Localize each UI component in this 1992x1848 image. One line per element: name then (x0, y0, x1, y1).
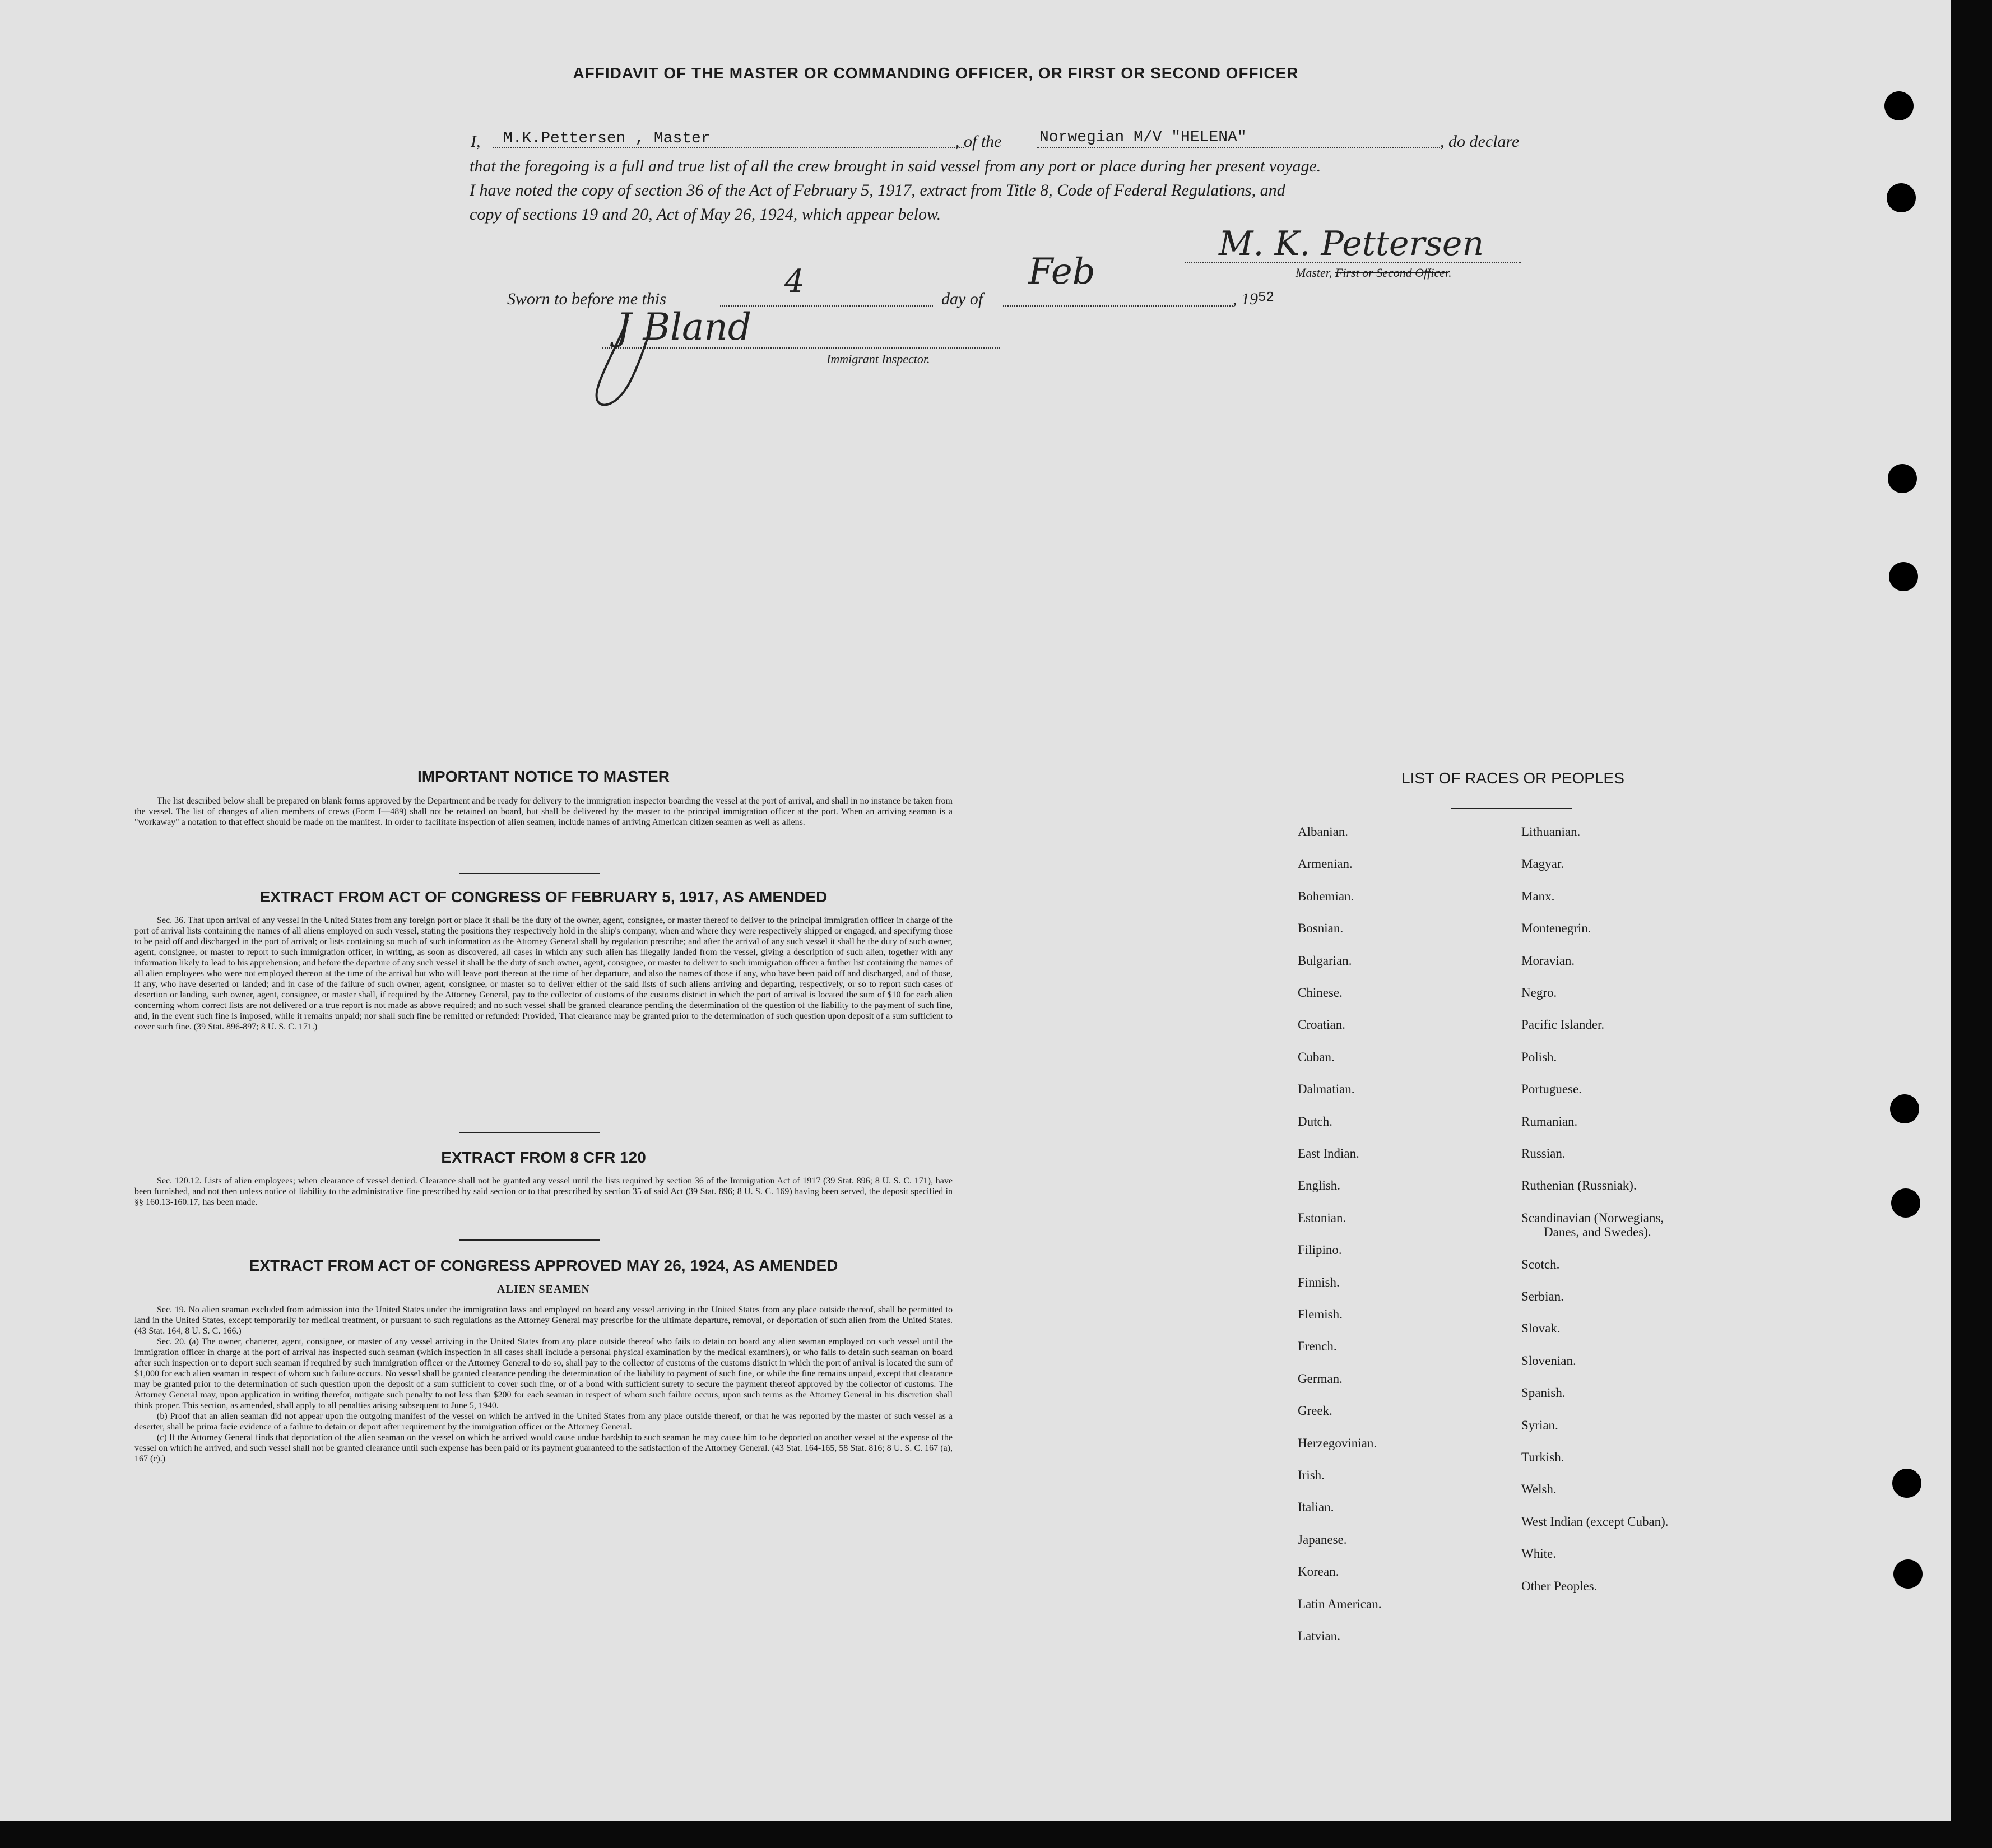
punch-hole (1891, 1188, 1920, 1218)
divider (459, 1239, 600, 1241)
race-item: Estonian. (1298, 1210, 1346, 1225)
of-the-label: , of the (955, 132, 1002, 151)
race-item: West Indian (except Cuban). (1521, 1514, 1669, 1529)
race-item: Chinese. (1298, 986, 1343, 1000)
extract2-body: Sec. 120.12. Lists of alien employees; when clearance of vessel denied. Clearance shall not be granted any vessel until the lists required by section 36 of the Immigration Act of 1917 (39 Stat. 896; 8 U. S. C. 171), have been furnished, and not then unless notice of liability to the administrative fine prescribed by said section or to that prescribed by section 35 of said Act (39 Stat. 896; 8 U. S. C. 169) having been served, the deposit specified in §§ 160.13-160.17, has been made. (134, 1176, 953, 1207)
notice-body: The list described below shall be prepared on blank forms approved by the Department and be ready for delivery to the immigration inspector boarding the vessel at the port of arrival, and shall in no instance be taken from the vessel. The list of changes of alien members of crews (Form I—489) shall not be retained on board, but shall be delivered by the master to the principal immigration officer at the port. When an arriving seaman is a "workaway" a notation to that effect should be made on the manifest. In order to facilitate inspection of alien seamen, include names of arriving American citizen seamen as well as aliens. (134, 796, 953, 827)
notice-title: IMPORTANT NOTICE TO MASTER (417, 768, 670, 785)
race-item: Turkish. (1521, 1450, 1564, 1464)
race-item: Cuban. (1298, 1050, 1335, 1064)
race-item: East Indian. (1298, 1146, 1359, 1160)
race-item: Moravian. (1521, 953, 1575, 968)
sec20b-paragraph: (b) Proof that an alien seaman did not appear upon the outgoing manifest of the vessel on which he arrived in the United States from any place outside thereof, or that he was reported by the master of such vessel as a deserter, shall be prima facie evidence of a failure to detain or deport after requirement by the immigration officer or the Attorney General. (134, 1411, 953, 1432)
race-item: Latin American. (1298, 1596, 1382, 1611)
affidavit-line-4: copy of sections 19 and 20, Act of May 26, 1924, which appear below. (470, 205, 941, 224)
race-item: Japanese. (1298, 1532, 1347, 1547)
sec20a-paragraph: Sec. 20. (a) The owner, charterer, agent, consignee, or master of any vessel arriving in the United States from any place outside thereof who fails to detain on board any alien seaman employed on such vessel until the immigration officer in charge at the port of arrival has inspected such seaman (which inspection in all cases shall include a personal physical examination by the medical examiners), or who fails to detain such seaman on board after such inspection or to deport such seaman if required by such immigration officer or the Attorney General to do so, shall pay to the collector of customs of the customs district in which the port of arrival is located the sum of $1,000 for each alien seaman in respect of whom such failure occurs. No vessel shall be granted clearance pending the determination of the liability to payment of such fine, or while the fine remains unpaid, except that clearance may be granted prior to the determination of such question upon the deposit of a sum sufficient to cover such fine, or of a bond with sufficient surety to secure the payment thereof approved by the collector of customs. The Attorney General may, upon application in writing therefor, mitigate such penalty to not less than $200 for each seaman in respect of whom such failure occurs, upon such terms as the Attorney General in his discretion shall think proper. This section, as amended, shall apply to all penalties arising subsequent to June 5, 1940. (134, 1337, 953, 1410)
sworn-month: Feb (1028, 251, 1095, 292)
punch-hole (1887, 183, 1916, 212)
race-item: Serbian. (1521, 1289, 1564, 1303)
affidavit-title: AFFIDAVIT OF THE MASTER OR COMMANDING OFFICER, OR FIRST OR SECOND OFFICER (573, 64, 1299, 82)
race-item: Armenian. (1298, 857, 1353, 871)
race-item: Bosnian. (1298, 921, 1344, 936)
race-item: Finnish. (1298, 1275, 1340, 1289)
do-declare-label: , do declare (1440, 132, 1520, 151)
race-item: Welsh. (1521, 1482, 1557, 1497)
race-item: Danes, and Swedes). (1544, 1225, 1651, 1239)
punch-hole (1888, 464, 1917, 493)
punch-hole (1890, 1094, 1919, 1123)
race-item: Scotch. (1521, 1257, 1560, 1271)
race-item: Other Peoples. (1521, 1578, 1598, 1593)
extract1-title: EXTRACT FROM ACT OF CONGRESS OF FEBRUARY 5, 1917, AS AMENDED (259, 888, 828, 906)
race-item: Pacific Islander. (1521, 1018, 1605, 1032)
race-item: Dutch. (1298, 1114, 1332, 1129)
race-item: Russian. (1521, 1146, 1566, 1160)
divider (1451, 808, 1572, 809)
affidavit-line-3: I have noted the copy of section 36 of the Act of February 5, 1917, extract from Title 8, Code of Federal Regulations, and (470, 181, 1285, 199)
race-item: Greek. (1298, 1404, 1332, 1418)
race-item: French. (1298, 1339, 1337, 1354)
extract2-title: EXTRACT FROM 8 CFR 120 (441, 1149, 646, 1166)
extract1-body: Sec. 36. That upon arrival of any vessel in the United States from any foreign port or place it shall be the duty of the owner, agent, consignee, or master thereof to deliver to the principal immigration officer in charge of the port of arrival lists containing the names of all aliens employed on such vessel, stating the positions they respectively hold in the ship's company, when and where they were respectively shipped or engaged, and specifying those to be paid off and discharged in the port of arrival; or lists containing so much of such information as the Attorney General shall by regulation prescribe; and after the arrival of any such vessel it shall be the duty of such owner, agent, consignee, or master to report to such immigration officer, in writing, as soon as discovered, all cases in which any such alien has illegally landed from the vessel, giving a description of such alien, together with any information likely to lead to his apprehension; and before the departure of any such vessel it shall be the duty of such owner, agent, consignee, or master to deliver to such immigration officer a further list containing the names of all alien employees who were not employed thereon at the time of the arrival but who will leave port thereon at the time of her departure, and also the names of those if any, who have been paid off and discharged, and of those, if any, who have deserted or landed; and in case of the failure of such owner, agent, consignee, or master so to deliver either of the said lists of such aliens arriving and departing, respectively, or so to report such cases of desertion or landing, such owner, agent, consignee, or master shall, if required by the Attorney General, pay to the collector of customs of the customs district in which the port of arrival is located the sum of $10 for each alien concerning whom correct lists are not delivered or a true report is not made as above required; and no such vessel shall be granted clearance pending the determination of the question of the liability to the payment of such fine, and, in the event such fine is imposed, while it remains unpaid; nor shall such fine be remitted or refunded: Provided, That clearance may be granted prior to the determination of such question upon deposit of a sum sufficient to cover such fine. (39 Stat. 896-897; 8 U. S. C. 171.) (134, 916, 953, 1032)
race-item: Portuguese. (1521, 1082, 1582, 1097)
race-item: Spanish. (1521, 1386, 1566, 1400)
punch-hole (1884, 91, 1914, 120)
extract3-subtitle: ALIEN SEAMEN (497, 1283, 590, 1296)
race-item: Scandinavian (Norwegians, (1521, 1210, 1664, 1225)
divider (459, 873, 600, 874)
race-item: Albanian. (1298, 825, 1349, 839)
sworn-day: 4 (784, 263, 805, 300)
race-item: Filipino. (1298, 1243, 1342, 1257)
inspector-signature-flourish (583, 314, 667, 415)
race-item: Syrian. (1521, 1418, 1558, 1432)
race-item: German. (1298, 1371, 1343, 1386)
race-item: Dalmatian. (1298, 1082, 1355, 1097)
race-item: Korean. (1298, 1564, 1339, 1579)
race-item: Lithuanian. (1521, 825, 1581, 839)
race-item: Negro. (1521, 986, 1557, 1000)
sworn-label: Sworn to before me this (507, 290, 666, 308)
race-item: Flemish. (1298, 1307, 1343, 1321)
race-item: Slovenian. (1521, 1353, 1576, 1368)
master-caption: Master, First or Second Officer. (1296, 266, 1452, 280)
race-item: Latvian. (1298, 1629, 1340, 1643)
race-item: Herzegovinian. (1298, 1436, 1377, 1450)
race-item: Bohemian. (1298, 889, 1354, 903)
affidavit-line-2: that the foregoing is a full and true list of all the crew brought in said vessel from any port or place during her present voyage. (470, 157, 1321, 175)
inspector-signature: J Bland (616, 305, 752, 349)
extract3-body (134, 1304, 953, 1464)
race-item: English. (1298, 1178, 1341, 1193)
vessel-name: Norwegian M/V "HELENA" (1039, 129, 1247, 146)
race-item: Italian. (1298, 1500, 1334, 1515)
race-item: White. (1521, 1547, 1556, 1561)
race-item: Croatian. (1298, 1018, 1345, 1032)
race-item: Magyar. (1521, 857, 1564, 871)
race-item: Bulgarian. (1298, 953, 1352, 968)
sec19-paragraph: Sec. 19. No alien seaman excluded from admission into the United States under the immigration laws and employed on board any vessel arriving in the United States from any place outside thereof, shall be permitted to land in the United States, except temporarily for medical treatment, or pursuant to such regulations as the Attorney General may prescribe for the ultimate departure, removal, or deportation of such alien from the United States. (43 Stat. 164, 8 U. S. C. 166.) (134, 1305, 953, 1336)
race-item: Ruthenian (Russniak). (1521, 1178, 1637, 1193)
races-title: LIST OF RACES OR PEOPLES (1401, 769, 1624, 787)
affidavit-i: I, (471, 132, 481, 151)
master-signature: M. K. Pettersen (1219, 224, 1484, 263)
race-item: Slovak. (1521, 1321, 1561, 1336)
race-item: Rumanian. (1521, 1114, 1578, 1129)
punch-hole (1893, 1559, 1923, 1589)
race-item: Manx. (1521, 889, 1555, 903)
inspector-caption: Immigrant Inspector. (826, 352, 930, 366)
punch-hole (1889, 562, 1918, 591)
divider (459, 1132, 600, 1133)
punch-hole (1892, 1469, 1921, 1498)
master-name: M.K.Pettersen , Master (503, 130, 711, 147)
race-item: Polish. (1521, 1050, 1557, 1064)
race-item: Montenegrin. (1521, 921, 1591, 936)
race-item: Irish. (1298, 1468, 1325, 1482)
extract3-title: EXTRACT FROM ACT OF CONGRESS APPROVED MAY 26, 1924, AS AMENDED (249, 1257, 838, 1274)
day-of-label: day of (941, 290, 983, 308)
sec20c-paragraph: (c) If the Attorney General finds that deportation of the alien seaman on the vessel on which he arrived would cause undue hardship to such seaman he may cause him to be deported on another vessel at the expense of the vessel on which he arrived, and such vessel shall not be granted clearance until such expense has been paid or its payment guaranteed to the satisfaction of the Attorney General. (43 Stat. 164-165, 58 Stat. 816; 8 U. S. C. 167 (a), 167 (c).) (134, 1433, 953, 1464)
year-label: , $19^{52}$ (1233, 290, 1274, 308)
